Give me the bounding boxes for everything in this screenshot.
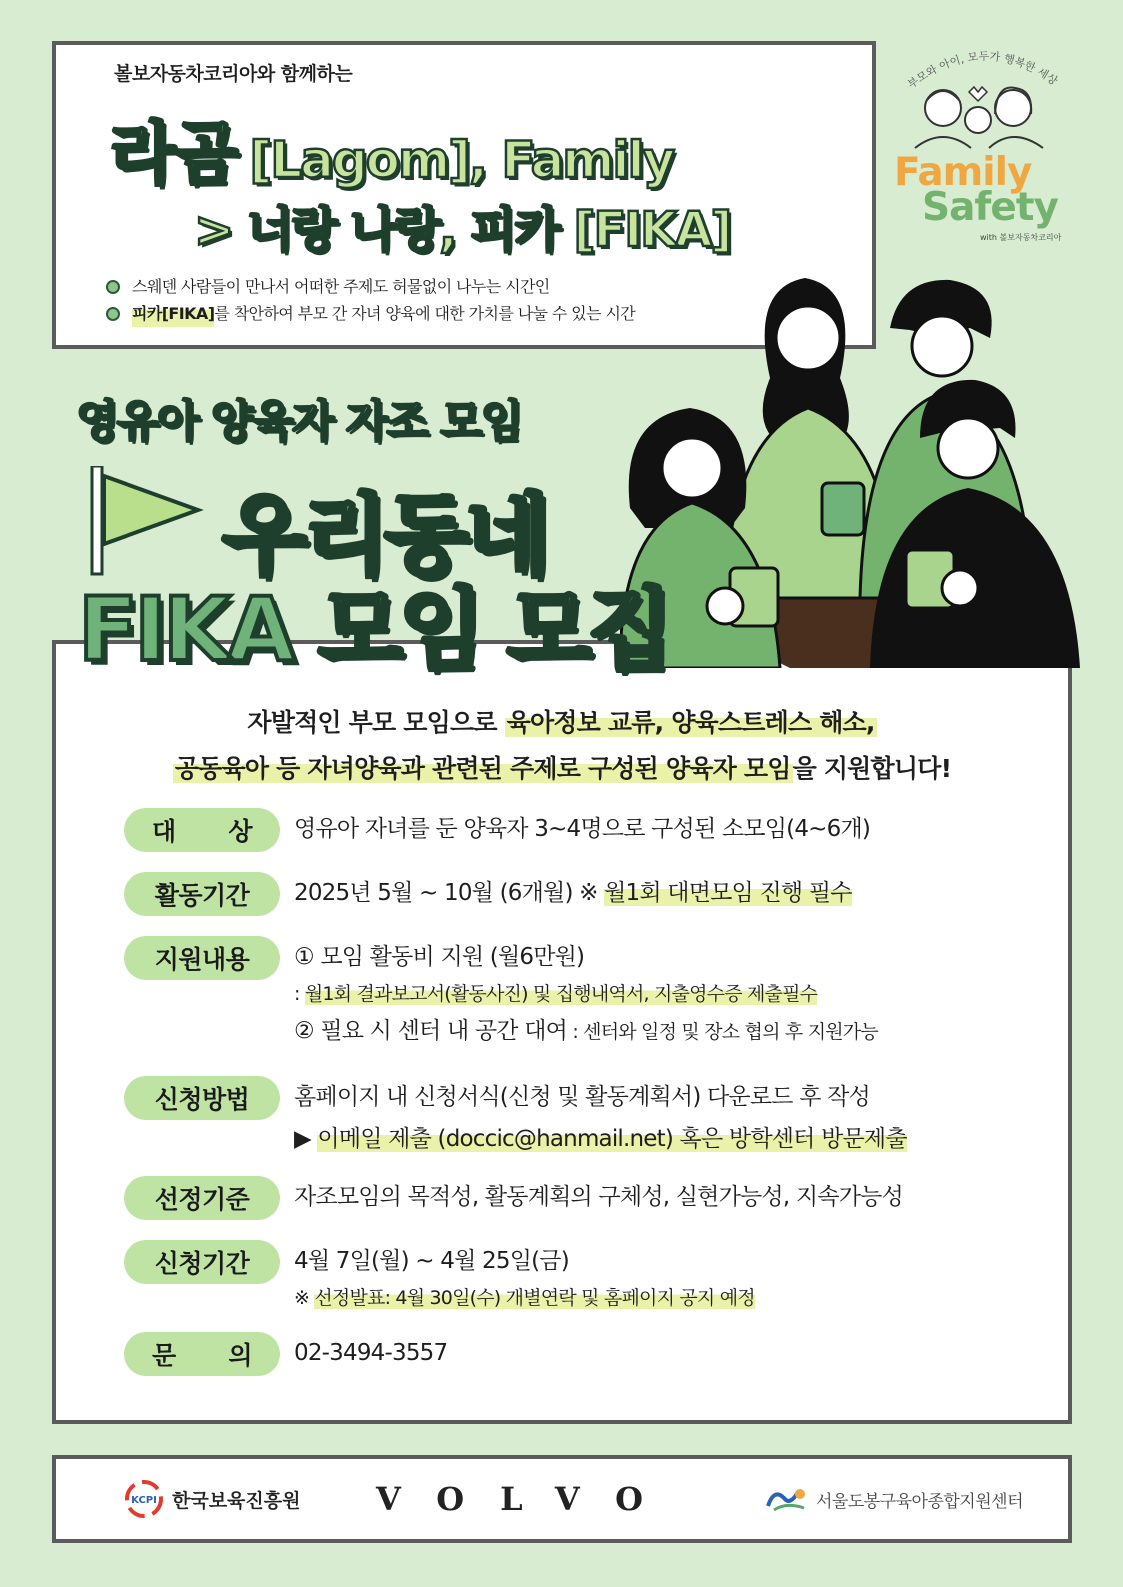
row-support xyxy=(124,936,878,1053)
title-korean: 라곰 xyxy=(110,115,236,194)
dates-note-pre: ※ xyxy=(294,1287,315,1309)
label-target xyxy=(124,808,280,852)
value-target: 영유아 자녀를 둔 양육자 3~4명으로 구성된 소모임(4~6개) xyxy=(294,816,871,842)
headline-big-1: 우리동네 xyxy=(222,484,547,587)
support-line-3-note: : 센터와 일정 및 장소 협의 후 지원가능 xyxy=(567,1021,878,1043)
label-criteria: 선정기준 xyxy=(124,1176,280,1220)
details-panel xyxy=(52,640,1072,1424)
support-line-3: ② 필요 시 센터 내 공간 대여 xyxy=(294,1018,568,1044)
footer-logos xyxy=(52,1455,1072,1543)
desc-keyword: 피카[FIKA] xyxy=(132,300,214,327)
people-illustration xyxy=(620,268,1090,668)
value-apply xyxy=(294,1076,907,1160)
seoul-center-logo xyxy=(764,1459,1023,1539)
label-apply: 신청방법 xyxy=(124,1076,280,1120)
row-apply xyxy=(124,1076,907,1160)
kcpi-name: 한국보육진흥원 xyxy=(172,1489,301,1512)
dates-line-2: 선정발표: 4월 30일(수) 개별연락 및 홈페이지 공지 예정 xyxy=(314,1287,755,1309)
label-contact-b: 의 xyxy=(228,1341,252,1370)
row-criteria xyxy=(124,1176,903,1220)
family-faces-icon xyxy=(905,78,1055,150)
lead-1b: 육아정보 교류, 양육스트레스 해소, xyxy=(506,708,875,737)
support-line-2: 월1회 결과보고서(활동사진) 및 집행내역서, 지출영수증 제출필수 xyxy=(304,983,818,1005)
support-line-1: ① 모임 활동비 지원 (월6만원) xyxy=(294,944,585,970)
intro-description xyxy=(106,273,635,327)
desc-line-1: 스웨덴 사람들이 만나서 어떠한 주제도 허물없이 나누는 시간인 xyxy=(132,277,550,296)
value-contact: 02-3494-3557 xyxy=(294,1340,448,1366)
headline-sub xyxy=(76,385,521,449)
dates-line-1: 4월 7일(월) ~ 4월 25일(금) xyxy=(294,1248,569,1274)
desc-line-2: 를 착안하여 부모 간 자녀 양육에 대한 가치를 나눌 수 있는 시간 xyxy=(214,304,636,323)
row-period xyxy=(124,872,852,916)
label-period: 활동기간 xyxy=(124,872,280,916)
label-support: 지원내용 xyxy=(124,936,280,980)
seoul-center-name: 서울도봉구육아종합지원센터 xyxy=(816,1491,1023,1512)
bullet-dot-icon xyxy=(106,280,120,294)
apply-arrow: ▶ xyxy=(294,1126,318,1152)
support-line-2-pre: : xyxy=(294,983,305,1005)
sub-word-3: 자조 xyxy=(345,396,427,447)
value-period-text: 2025년 5월 ~ 10월 (6개월) ※ xyxy=(294,880,605,906)
value-support xyxy=(294,936,878,1053)
lead-2b: 을 지원합니다! xyxy=(792,754,952,783)
title-sub: > 너랑 나랑, 피카 [FIKA] xyxy=(194,202,731,258)
label-dates: 신청기간 xyxy=(124,1240,280,1284)
intro-text: 볼보자동차코리아와 함께하는 xyxy=(114,63,353,85)
volvo-logo: VOLVO xyxy=(376,1480,679,1518)
apply-line-1: 홈페이지 내 신청서식(신청 및 활동계획서) 다운로드 후 작성 xyxy=(294,1084,870,1110)
headline-big-2: FIKA 모임 모집 xyxy=(78,578,669,681)
row-contact xyxy=(124,1332,447,1376)
value-criteria: 자조모임의 목적성, 활동계획의 구체성, 실현가능성, 지속가능성 xyxy=(294,1184,903,1210)
brand-with: with 볼보자동차코리아 xyxy=(980,233,1062,242)
title-main xyxy=(110,100,673,197)
label-target-a: 대 xyxy=(152,817,176,846)
row-dates xyxy=(124,1240,755,1314)
bullet-dot-icon xyxy=(106,307,120,321)
lead-1a: 자발적인 부모 모임으로 xyxy=(247,708,505,737)
sub-word-1: 영유아 xyxy=(76,396,198,447)
brand-arc-label: 부모와 아이, 모두가 행복한 세상 xyxy=(905,49,1060,92)
value-dates xyxy=(294,1240,755,1314)
brand-safety: Safety xyxy=(922,185,1058,230)
label-target-b: 상 xyxy=(228,817,252,846)
lead-2a: 공동육아 등 자녀양육과 관련된 주제로 구성된 양육자 모임 xyxy=(174,754,791,783)
sub-word-2: 양육자 xyxy=(210,396,333,447)
kcpi-badge: KCPI xyxy=(131,1495,157,1506)
value-period-hl: 월1회 대면모임 진행 필수 xyxy=(604,880,852,906)
apply-line-2: 이메일 제출 (doccic@hanmail.net) 혹은 방학센터 방문제출 xyxy=(317,1126,907,1152)
title-english: [Lagom], Family xyxy=(249,131,674,189)
row-target xyxy=(124,808,870,852)
kcpi-logo xyxy=(124,1459,300,1539)
seoul-emblem-icon xyxy=(764,1484,808,1514)
value-period xyxy=(294,872,852,914)
brand-family: Family xyxy=(894,150,1032,195)
sub-word-4: 모임 xyxy=(440,396,522,447)
label-contact xyxy=(124,1332,280,1376)
lead-text xyxy=(56,700,1068,792)
label-contact-a: 문 xyxy=(152,1341,176,1370)
kcpi-emblem-icon xyxy=(124,1479,164,1519)
